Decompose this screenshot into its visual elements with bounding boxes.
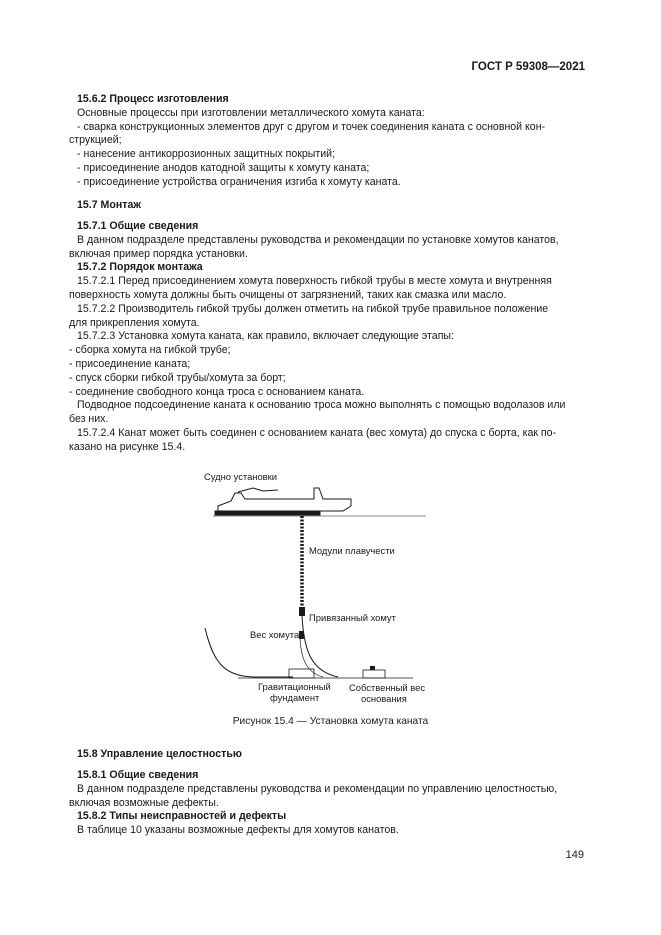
clause-15-7-2-3: 15.7.2.3 Установка хомута каната, как правило, включает следующие этапы: xyxy=(77,330,454,343)
list-item: - присоединение каната; xyxy=(69,357,191,370)
tethered-clamp xyxy=(299,607,305,616)
own-weight-label-2: основания xyxy=(361,693,407,704)
own-weight-label-1: Собственный вес xyxy=(349,682,426,693)
paragraph-continued: включая возможные дефекты. xyxy=(69,796,219,809)
base-top xyxy=(370,666,375,670)
clamp-installation-figure xyxy=(183,466,433,710)
tether-rope xyxy=(300,638,323,677)
section-15-8-title: 15.8 Управление целостностью xyxy=(77,748,242,760)
section-15-8-1-title: 15.8.1 Общие сведения xyxy=(77,769,199,781)
riser-pipe xyxy=(302,616,338,677)
section-15-7-title: 15.7 Монтаж xyxy=(77,199,141,211)
document-code-header: ГОСТ Р 59308—2021 xyxy=(471,61,585,73)
clause-15-7-2-4: 15.7.2.4 Канат может быть соединен с основанием каната (вес хомута) до спуска с борта, как по- xyxy=(77,426,557,439)
clause-15-7-2-1: 15.7.2.1 Перед присоединением хомута поверхность гибкой трубы в месте хомута и внутренняя xyxy=(77,275,552,288)
list-item: - присоединение устройства ограничения изгиба к хомуту каната. xyxy=(77,175,401,188)
own-weight-base xyxy=(363,670,385,678)
list-item: - сварка конструкционных элементов друг с другом и точек соединения каната с основной кон- xyxy=(77,120,546,133)
vessel-label: Судно установки xyxy=(204,471,277,482)
list-item: - нанесение антикоррозионных защитных покрытий; xyxy=(77,148,336,161)
paragraph: В данном подразделе представлены руководства и рекомендации по установке хомутов канатов, xyxy=(77,233,559,246)
buoyancy-label: Модули плавучести xyxy=(309,545,395,556)
page-number: 149 xyxy=(565,849,584,861)
clause-continued: для прикрепления хомута. xyxy=(69,316,200,329)
section-15-7-1-title: 15.7.1 Общие сведения xyxy=(77,220,199,232)
section-15-8-2-title: 15.8.2 Типы неисправностей и дефекты xyxy=(77,810,287,823)
list-item: - присоединение анодов катодной защиты к хомуту каната; xyxy=(77,161,370,174)
gravity-foundation-label-2: фундамент xyxy=(270,692,320,703)
paragraph-continued: без них. xyxy=(69,413,109,426)
list-item: - сборка хомута на гибкой трубе; xyxy=(69,344,231,357)
tethered-clamp-label: Привязанный хомут xyxy=(309,612,396,623)
gravity-foundation-label-1: Гравитационный xyxy=(258,681,331,692)
clause-15-7-2-2: 15.7.2.2 Производитель гибкой трубы должен отметить на гибкой трубе правильное положение xyxy=(77,302,549,315)
clause-continued: поверхность хомута должны быть очищены от загрязнений, таких как смазка или масло. xyxy=(69,288,507,301)
section-15-6-2-intro: Основные процессы при изготовлении металлического хомута каната: xyxy=(77,106,425,119)
paragraph: В таблице 10 указаны возможные дефекты для хомутов канатов. xyxy=(77,824,399,837)
clause-continued: казано на рисунке 15.4. xyxy=(69,440,186,453)
list-item: - спуск сборки гибкой трубы/хомута за борт; xyxy=(69,371,286,384)
clamp-weight-label: Вес хомута xyxy=(250,629,300,640)
list-item: - соединение свободного конца троса с основанием каната. xyxy=(69,385,365,398)
section-15-7-2-title: 15.7.2 Порядок монтажа xyxy=(77,261,203,274)
paragraph-continued: включая пример порядка установки. xyxy=(69,247,248,260)
figure-caption: Рисунок 15.4 — Установка хомута каната xyxy=(232,716,429,727)
list-item-continued: струкцией; xyxy=(69,134,122,147)
paragraph: В данном подразделе представлены руководства и рекомендации по управлению целостностью, xyxy=(77,782,558,795)
section-15-6-2-title: 15.6.2 Процесс изготовления xyxy=(77,93,229,105)
installation-vessel xyxy=(215,488,351,515)
paragraph: Подводное подсоединение каната к основанию троса можно выполнять с помощью водолазов или xyxy=(77,399,566,412)
